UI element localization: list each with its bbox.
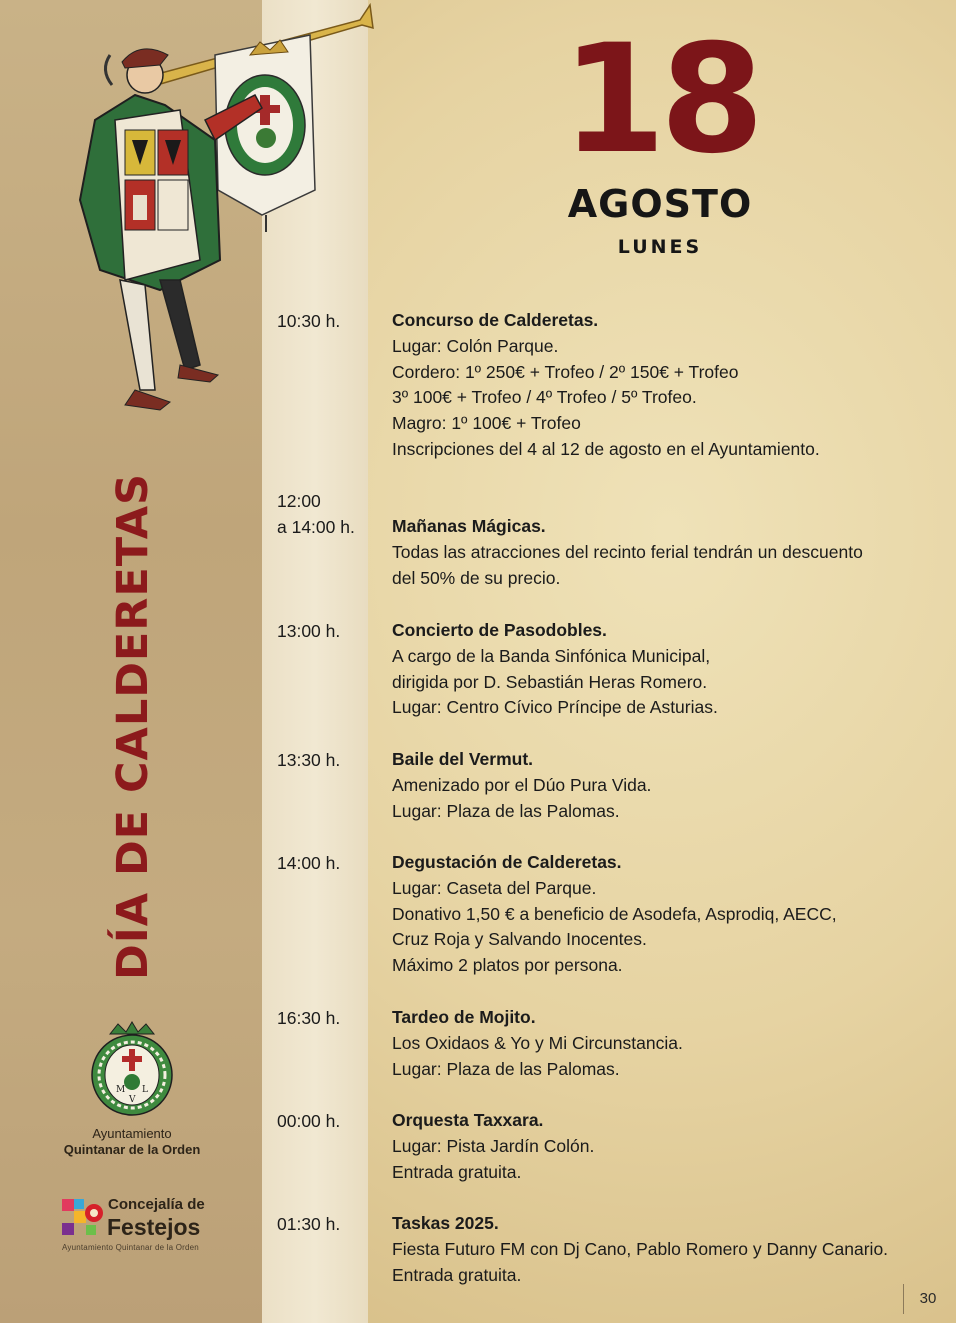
event-time: 00:00 h. <box>277 1111 341 1131</box>
event-time: 10:30 h. <box>277 311 341 331</box>
event-time: a 14:00 h. <box>277 517 355 537</box>
event-line: 3º 100€ + Trofeo / 4º Trofeo / 5º Trofeo. <box>392 387 697 408</box>
event-line: Inscripciones del 4 al 12 de agosto en el Ayuntamiento. <box>392 438 820 459</box>
event-line: Los Oxidaos & Yo y Mi Circunstancia. <box>392 1032 683 1053</box>
crest-letter-l: L <box>142 1085 148 1095</box>
vertical-title: DÍA DE CALDERETAS <box>108 472 158 980</box>
event-line: Todas las atracciones del recinto ferial tendrán un descuento <box>392 541 863 562</box>
event-time: 13:00 h. <box>277 621 341 641</box>
event-line: Cruz Roja y Salvando Inocentes. <box>392 929 647 950</box>
event-line: del 50% de su precio. <box>392 567 561 588</box>
event-line: Magro: 1º 100€ + Trofeo <box>392 413 581 434</box>
concejalia-label: Concejalía de <box>108 1196 205 1213</box>
event-title: Concierto de Pasodobles. <box>392 620 607 640</box>
event-time: 01:30 h. <box>277 1214 341 1234</box>
event-line: Amenizado por el Dúo Pura Vida. <box>392 774 652 795</box>
event-line: Entrada gratuita. <box>392 1264 522 1285</box>
festejos-label: Festejos <box>107 1214 201 1240</box>
month-label: AGOSTO <box>567 182 753 226</box>
event-line: dirigida por D. Sebastián Heras Romero. <box>392 671 708 692</box>
ayuntamiento-name: Quintanar de la Orden <box>63 1142 201 1157</box>
event-line: Máximo 2 platos por persona. <box>392 955 623 976</box>
crest-letter-v: V <box>129 1095 136 1105</box>
event-line: Fiesta Futuro FM con Dj Cano, Pablo Romero y Danny Canario. <box>392 1238 889 1259</box>
event-time: 13:30 h. <box>277 750 341 770</box>
page-number: 30 <box>903 1284 952 1314</box>
event-title: Taskas 2025. <box>392 1213 499 1233</box>
event-title: Tardeo de Mojito. <box>392 1007 536 1027</box>
event-title: Concurso de Calderetas. <box>392 310 599 330</box>
event-time: 12:00 <box>277 491 321 511</box>
event-line: Lugar: Plaza de las Palomas. <box>392 1058 620 1079</box>
herald-trumpeter-illustration <box>40 0 380 420</box>
festejos-logo-icon <box>60 1197 104 1239</box>
event-time: 16:30 h. <box>277 1008 341 1028</box>
event-title: Baile del Vermut. <box>392 749 534 769</box>
weekday-label: LUNES <box>617 236 703 258</box>
ayuntamiento-crest-logo <box>88 1020 176 1120</box>
event-title: Degustación de Calderetas. <box>392 852 622 872</box>
event-title: Orquesta Taxxara. <box>392 1110 544 1130</box>
event-line: Entrada gratuita. <box>392 1161 522 1182</box>
concejalia-subtitle: Ayuntamiento Quintanar de la Orden <box>62 1243 199 1252</box>
event-title: Mañanas Mágicas. <box>392 516 546 536</box>
event-line: Lugar: Pista Jardín Colón. <box>392 1135 595 1156</box>
event-line: Donativo 1,50 € a beneficio de Asodefa, Asprodiq, AECC, <box>392 903 837 924</box>
event-time: 14:00 h. <box>277 853 341 873</box>
ayuntamiento-label: Ayuntamiento <box>92 1126 172 1141</box>
event-line: Lugar: Colón Parque. <box>392 335 559 356</box>
event-line: Lugar: Centro Cívico Príncipe de Asturias. <box>392 697 718 718</box>
crest-letter-m: M <box>116 1085 126 1095</box>
day-number: 18 <box>561 13 759 187</box>
event-line: Lugar: Plaza de las Palomas. <box>392 800 620 821</box>
event-line: Cordero: 1º 250€ + Trofeo / 2º 150€ + Trofeo <box>392 361 739 382</box>
event-line: Lugar: Caseta del Parque. <box>392 877 597 898</box>
event-line: A cargo de la Banda Sinfónica Municipal, <box>392 645 711 666</box>
